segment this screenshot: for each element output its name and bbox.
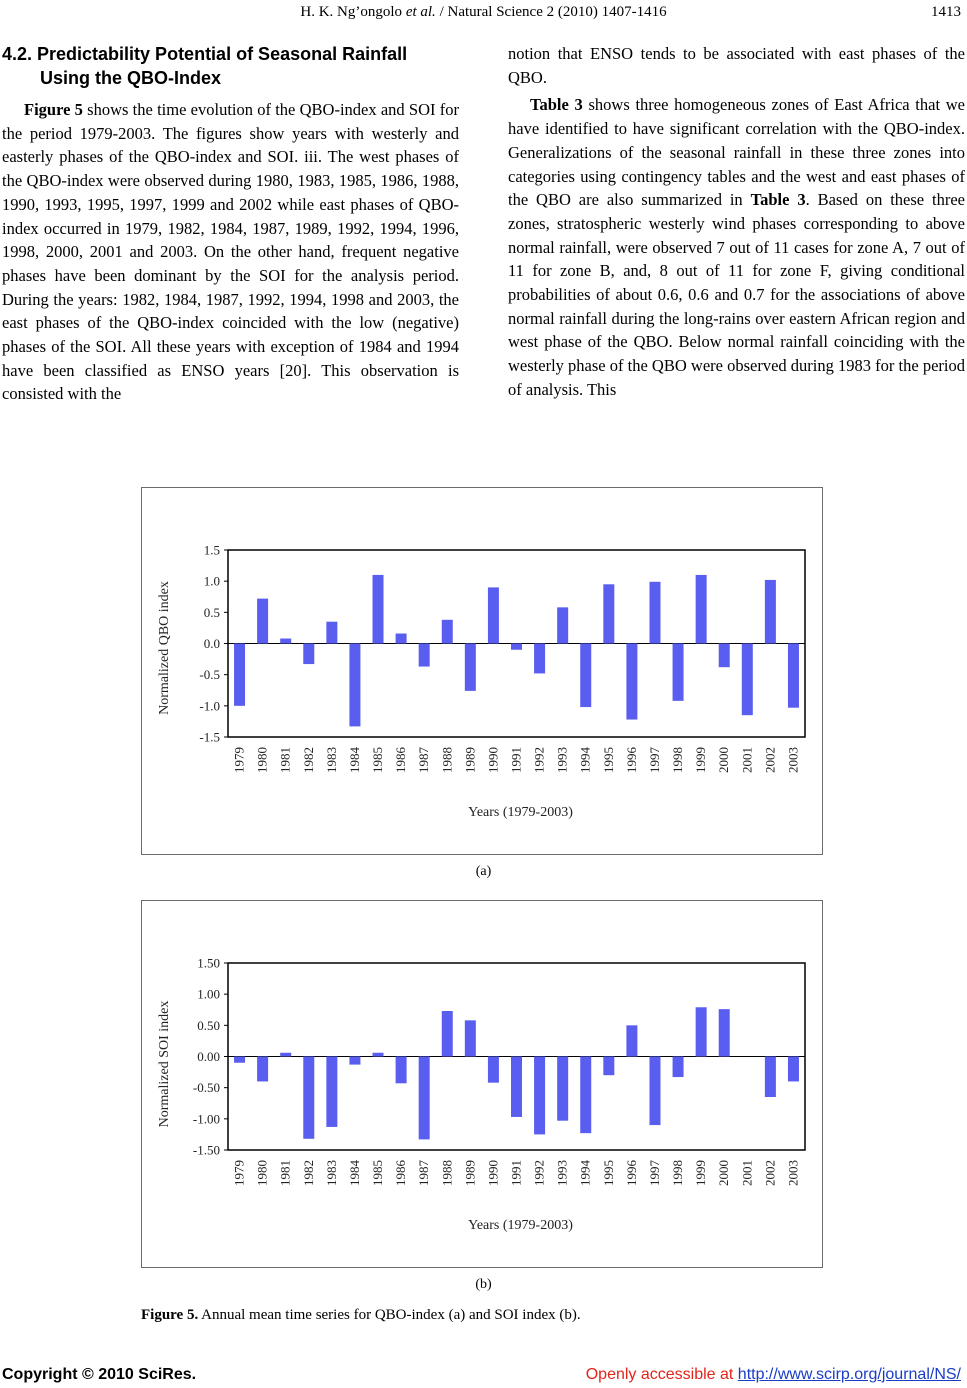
left-column: [2, 42, 459, 406]
chart-bar: [465, 644, 476, 691]
figure-caption: [141, 1307, 581, 1324]
figure-caption-ref: Figure 5.: [141, 1307, 199, 1323]
x-tick-label: 1996: [623, 1160, 639, 1186]
header-authors: H. K. Ng’ongolo: [300, 4, 403, 20]
left-paragraph-1: [2, 98, 459, 406]
chart-bar: [557, 607, 568, 643]
x-tick-label: 1991: [508, 1160, 524, 1186]
chart-bar: [742, 644, 753, 716]
y-tick-label: -0.5: [199, 667, 220, 683]
x-tick-label: 1981: [277, 1160, 293, 1186]
figure-panel-a: [141, 487, 823, 855]
x-tick-label: 1995: [600, 747, 616, 773]
x-tick-label: 1994: [577, 1160, 593, 1186]
chart-bar: [626, 1025, 637, 1056]
right-paragraph-1: notion that ENSO tends to be associated with east phases of the QBO.: [508, 44, 965, 87]
y-tick-label: -1.50: [192, 1142, 220, 1158]
header-journal: / Natural Science 2 (2010) 1407-1416: [439, 4, 667, 20]
y-tick-label: 1.0: [203, 573, 220, 589]
chart-bar: [326, 622, 337, 644]
x-tick-label: 1992: [531, 747, 547, 773]
x-tick-label: 1987: [416, 747, 432, 773]
chart-bar: [488, 1057, 499, 1083]
y-tick-label: 0.50: [197, 1017, 220, 1033]
y-axis-label: Normalized SOI index: [157, 1000, 172, 1128]
x-tick-label: 1996: [623, 747, 639, 773]
chart-bar: [719, 1009, 730, 1056]
page-number: 1413: [931, 4, 961, 20]
chart-bar: [580, 1057, 591, 1134]
running-header: [0, 2, 967, 22]
x-tick-label: 2000: [716, 1160, 732, 1186]
chart-bar: [303, 1057, 314, 1139]
x-tick-label: 1984: [346, 747, 362, 773]
right-column: [508, 42, 965, 402]
x-tick-label: 1984: [346, 1160, 362, 1186]
chart-bar: [373, 1053, 384, 1057]
y-tick-label: -1.5: [199, 729, 220, 745]
chart-bar: [696, 1007, 707, 1056]
x-tick-label: 1986: [393, 1160, 409, 1186]
chart-bar: [788, 644, 799, 708]
x-tick-label: 1992: [531, 1160, 547, 1186]
x-tick-label: 1989: [462, 1160, 478, 1186]
chart-bar: [673, 1057, 684, 1078]
x-tick-label: 1997: [646, 1160, 662, 1186]
x-tick-label: 1987: [416, 1160, 432, 1186]
chart-bar: [673, 644, 684, 701]
x-tick-label: 2003: [785, 1160, 801, 1186]
x-axis-label: Years (1979-2003): [468, 805, 573, 820]
x-tick-label: 2002: [762, 1160, 778, 1186]
footer-accessible-text: Openly accessible at: [585, 1366, 738, 1383]
chart-bar: [696, 575, 707, 644]
chart-bar: [788, 1057, 799, 1082]
x-tick-label: 1990: [485, 1160, 501, 1186]
chart-bar: [603, 584, 614, 643]
x-tick-label: 1999: [693, 1160, 709, 1186]
chart-bar: [280, 639, 291, 644]
right-paragraph-2-text-b: . Based on these three zones, stratospheric westerly wind phases corresponding to above normal rainfall, were observed 7 out of 11 cases for zone A, 7 out of 11 for zone B, and, 8 out of 11 for zone F, giving conditional probabilities of about 0.6, 0.6 and 0.7 for the associations of above normal rainfall during the long-rains over eastern African region and west phase of the QBO. Below normal rainfall coinciding with the westerly phase of the QBO were observed during 1983 for the period of analysis. This: [508, 190, 966, 399]
x-tick-label: 1983: [323, 1160, 339, 1186]
y-tick-label: -0.50: [192, 1080, 220, 1096]
x-tick-label: 1991: [508, 747, 524, 773]
y-axis-label: Normalized QBO index: [157, 581, 172, 715]
chart-bar: [442, 1011, 453, 1057]
chart-bar: [557, 1057, 568, 1121]
right-paragraph-2-text-a: shows three homogeneous zones of East Africa that we have identified to have significant correlation with the QBO-index. Generalizations of the seasonal rainfall in these three zones into categories using contingency tables and the west and east phases of the QBO are also summarized in: [508, 95, 965, 210]
x-tick-label: 1980: [254, 747, 270, 773]
x-tick-label: 1998: [670, 747, 686, 773]
chart-bar: [719, 644, 730, 668]
y-tick-label: 1.50: [197, 955, 220, 971]
chart-bar: [234, 644, 245, 706]
x-tick-label: 1997: [646, 747, 662, 773]
figure-caption-text: Annual mean time series for QBO-index (a) and SOI index (b).: [198, 1307, 581, 1323]
x-tick-label: 1982: [300, 747, 316, 773]
x-tick-label: 1986: [393, 747, 409, 773]
x-tick-label: 1985: [370, 747, 386, 773]
table-3-reference-2[interactable]: Table 3: [750, 190, 806, 210]
chart-bar: [349, 1057, 360, 1065]
chart-bar: [488, 587, 499, 643]
y-tick-label: 0.0: [203, 636, 220, 651]
header-etal: et al.: [405, 4, 436, 20]
chart-bar: [511, 1057, 522, 1117]
chart-bar: [534, 1057, 545, 1135]
chart-bar: [396, 1057, 407, 1084]
chart-bar: [442, 620, 453, 644]
x-tick-label: 1999: [693, 747, 709, 773]
chart-bar: [303, 644, 314, 665]
x-tick-label: 2001: [739, 1160, 755, 1186]
chart-bar: [765, 580, 776, 644]
y-tick-label: -1.00: [192, 1111, 220, 1127]
chart-bar: [465, 1020, 476, 1056]
x-tick-label: 2001: [739, 747, 755, 773]
chart-bar: [765, 1057, 776, 1098]
x-tick-label: 1989: [462, 747, 478, 773]
chart-bar: [257, 599, 268, 644]
chart-bar: [534, 644, 545, 674]
chart-bar: [603, 1057, 614, 1076]
soi-index-chart: [142, 901, 824, 1269]
panel-b-label: (b): [475, 1277, 492, 1292]
qbo-index-chart: [142, 488, 824, 856]
x-axis-label: Years (1979-2003): [468, 1218, 573, 1233]
x-tick-label: 1979: [231, 1160, 247, 1186]
chart-bar: [626, 644, 637, 720]
chart-bar: [234, 1057, 245, 1063]
x-tick-label: 1981: [277, 747, 293, 773]
running-header-title: [0, 2, 967, 22]
x-tick-label: 1985: [370, 1160, 386, 1186]
chart-bar: [349, 644, 360, 727]
panel-a-label: (a): [475, 864, 492, 879]
y-tick-label: 0.00: [197, 1049, 220, 1064]
journal-url-link[interactable]: http://www.scirp.org/journal/NS/: [737, 1366, 961, 1383]
section-heading: 4.2. Predictability Potential of Seasonal Rainfall Using the QBO-Index: [2, 44, 408, 88]
footer-access: [586, 1366, 961, 1384]
table-3-reference[interactable]: Table 3: [530, 95, 583, 115]
x-tick-label: 2002: [762, 747, 778, 773]
chart-bar: [280, 1053, 291, 1057]
figure-5-reference[interactable]: Figure 5: [24, 100, 83, 119]
chart-bar: [649, 582, 660, 644]
x-tick-label: 1979: [231, 747, 247, 773]
x-tick-label: 1988: [439, 1160, 455, 1186]
chart-bar: [580, 644, 591, 708]
chart-bar: [511, 644, 522, 650]
y-tick-label: 1.00: [197, 986, 220, 1002]
x-tick-label: 1994: [577, 747, 593, 773]
x-tick-label: 1988: [439, 747, 455, 773]
y-tick-label: 1.5: [203, 542, 220, 558]
chart-bar: [396, 634, 407, 644]
chart-bar: [419, 644, 430, 667]
x-tick-label: 1993: [554, 747, 570, 773]
footer-copyright: Copyright © 2010 SciRes.: [2, 1366, 197, 1383]
x-tick-label: 1982: [300, 1160, 316, 1186]
x-tick-label: 1995: [600, 1160, 616, 1186]
x-tick-label: 1980: [254, 1160, 270, 1186]
x-tick-label: 2000: [716, 747, 732, 773]
chart-bar: [419, 1057, 430, 1140]
y-tick-label: -1.0: [199, 698, 220, 714]
chart-bar: [257, 1057, 268, 1082]
chart-bar: [649, 1057, 660, 1126]
left-paragraph-1-text: shows the time evolution of the QBO-index and SOI for the period 1979-2003. The figures show years with westerly and easterly phases of the QBO-index and SOI. iii. The west phases of the QBO-index were observed during 1980, 1983, 1985, 1986, 1988, 1990, 1993, 1995, 1997, 1999 and 2002 while east phases of QBO-index occurred in 1979, 1982, 1984, 1987, 1989, 1992, 1994, 1996, 1998, 2000, 2001 and 2003. On the other hand, frequent negative phases have been dominant by the SOI for the analysis period. During the years: 1982, 1984, 1987, 1992, 1994, 1998 and 2003, the east phases of the QBO-index coincided with the low (negative) phases of the SOI. All these years with exception of 1984 and 1994 have been classified as ENSO years [20]. This observation is consisted with the: [2, 100, 459, 404]
x-tick-label: 1983: [323, 747, 339, 773]
x-tick-label: 2003: [785, 747, 801, 773]
chart-bar: [326, 1057, 337, 1127]
chart-bar: [373, 575, 384, 644]
y-tick-label: 0.5: [203, 604, 220, 620]
x-tick-label: 1993: [554, 1160, 570, 1186]
figure-panel-b: [141, 900, 823, 1268]
right-paragraph-2: [508, 93, 965, 401]
x-tick-label: 1998: [670, 1160, 686, 1186]
x-tick-label: 1990: [485, 747, 501, 773]
